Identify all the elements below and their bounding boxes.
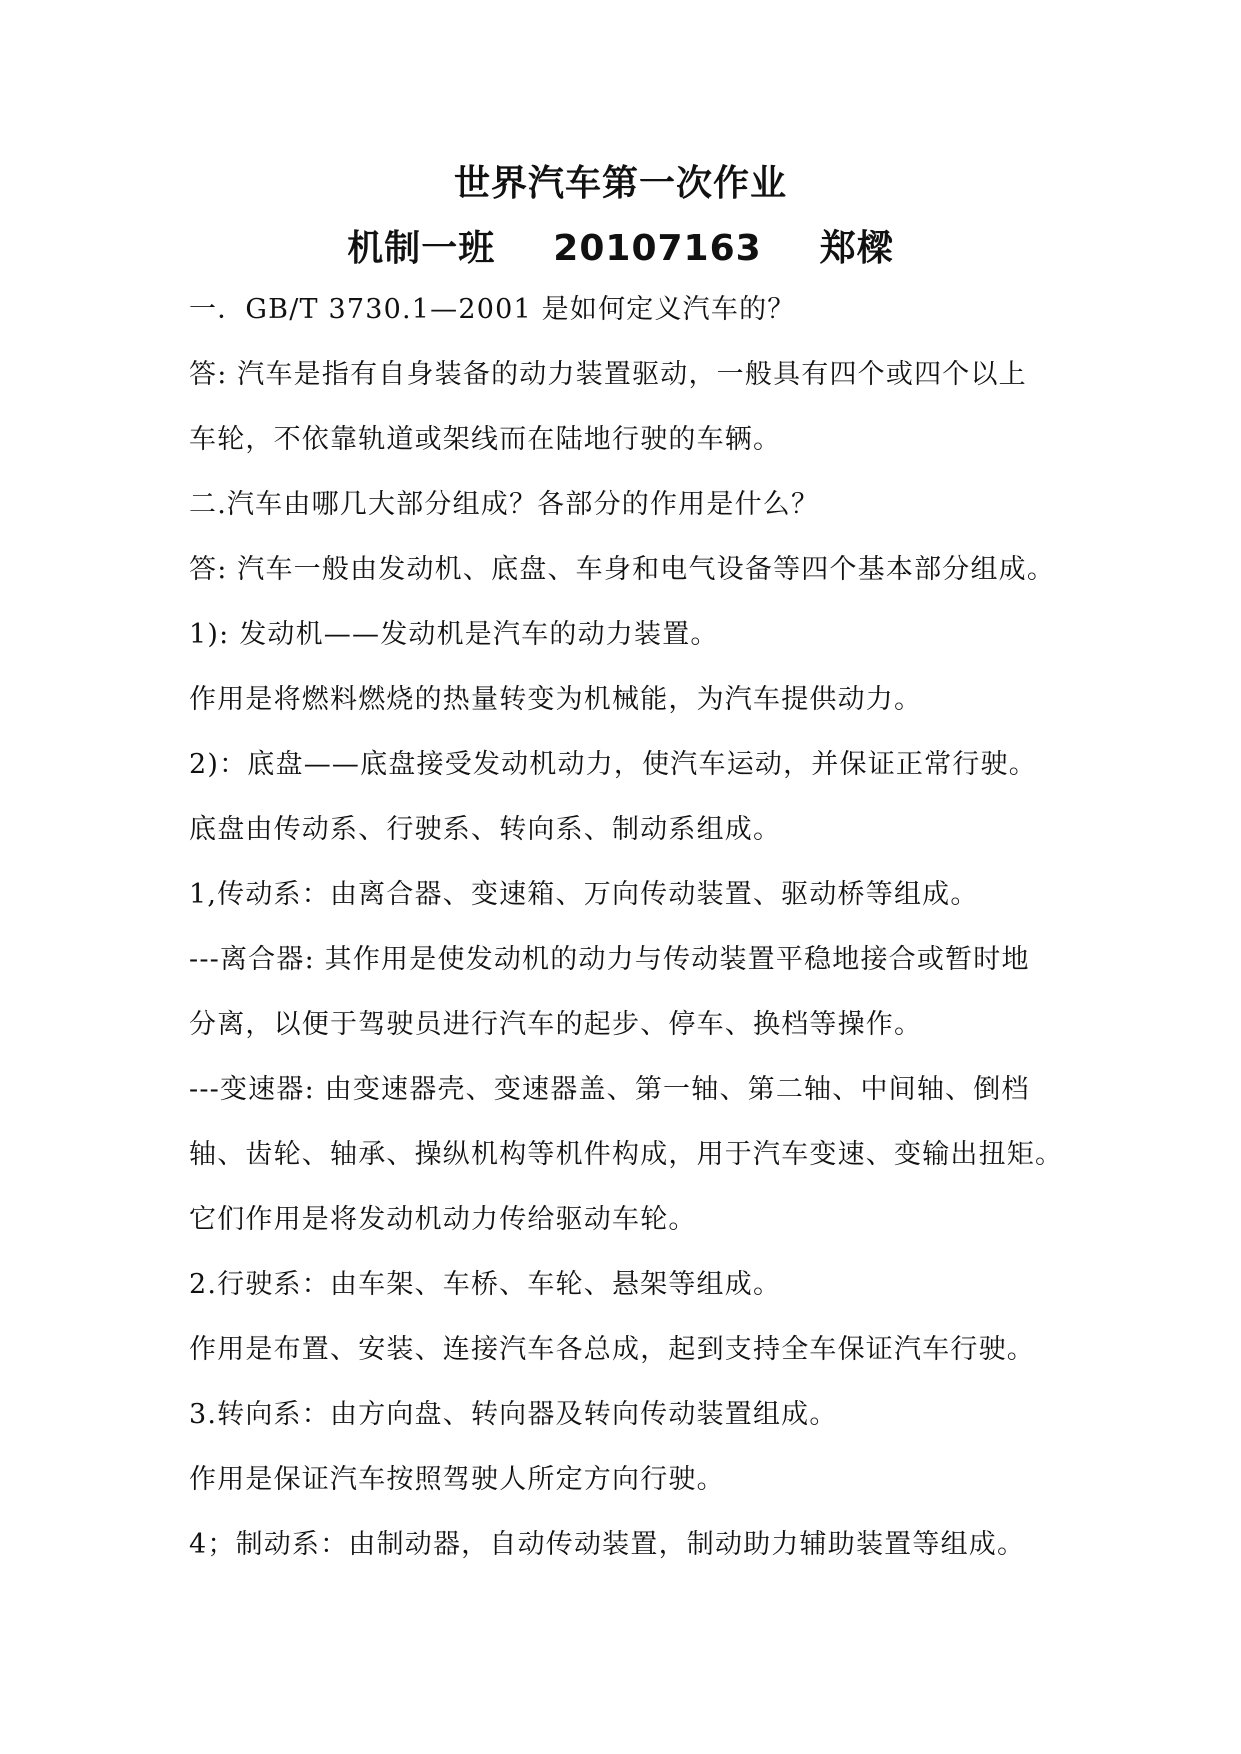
student-name: 郑樑 [819, 228, 894, 269]
item-engine: 1): 发动机——发动机是汽车的动力装置。 [189, 619, 719, 650]
item-steering-system: 3.转向系：由方向盘、转向器及转向传动装置组成。 [189, 1399, 838, 1430]
item-chassis: 2)：底盘——底盘接受发动机动力，使汽车运动，并保证正常行驶。 [189, 749, 1037, 780]
student-id: 20107163 [553, 228, 762, 269]
item-running-function: 作用是布置、安装、连接汽车各总成，起到支持全车保证汽车行驶。 [189, 1334, 1035, 1365]
item-clutch-line-1: ---离合器: 其作用是使发动机的动力与传动装置平稳地接合或暂时地 [189, 944, 1030, 975]
item-gearbox-line-1: ---变速器: 由变速器壳、变速器盖、第一轴、第二轴、中间轴、倒档 [189, 1074, 1030, 1105]
author-line [0, 227, 1241, 271]
document-title: 世界汽车第一次作业 [453, 163, 787, 204]
item-running-system: 2.行驶系：由车架、车桥、车轮、悬架等组成。 [189, 1269, 782, 1300]
class-name: 机制一班 [347, 228, 496, 269]
item-chassis-composition: 底盘由传动系、行驶系、转向系、制动系组成。 [189, 814, 782, 845]
item-braking-system: 4；制动系：由制动器，自动传动装置，制动助力辅助装置等组成。 [189, 1529, 1026, 1560]
question-1: 一．GB/T 3730.1—2001 是如何定义汽车的？ [189, 294, 796, 325]
answer-1-line-1: 答: 汽车是指有自身装备的动力装置驱动，一般具有四个或四个以上 [189, 359, 1027, 390]
answer-2-intro: 答: 汽车一般由发动机、底盘、车身和电气设备等四个基本部分组成。 [189, 554, 1056, 585]
item-engine-function: 作用是将燃料燃烧的热量转变为机械能，为汽车提供动力。 [189, 684, 923, 715]
answer-1-line-2: 车轮，不依靠轨道或架线而在陆地行驶的车辆。 [189, 424, 782, 455]
item-steering-function: 作用是保证汽车按照驾驶人所定方向行驶。 [189, 1464, 725, 1495]
question-2: 二.汽车由哪几大部分组成？各部分的作用是什么？ [189, 489, 820, 520]
item-gearbox-line-2: 轴、齿轮、轴承、操纵机构等机件构成，用于汽车变速、变输出扭矩。 [189, 1139, 1064, 1170]
item-transmission-system: 1,传动系：由离合器、变速箱、万向传动装置、驱动桥等组成。 [189, 879, 979, 910]
item-clutch-line-2: 分离，以便于驾驶员进行汽车的起步、停车、换档等操作。 [189, 1009, 923, 1040]
item-gearbox-function: 它们作用是将发动机动力传给驱动车轮。 [189, 1204, 697, 1235]
